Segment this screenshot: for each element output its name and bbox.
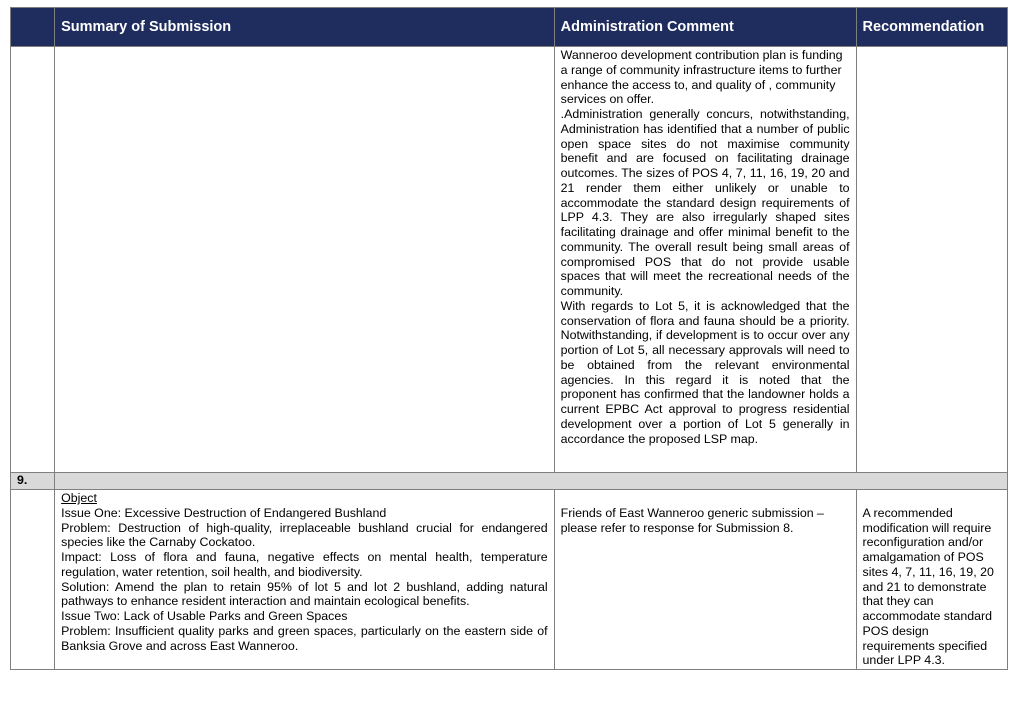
- number-cell: [11, 47, 55, 473]
- admin-comment-paragraph: Wanneroo development contribution plan is funding a range of community infrastructure items to further enhance the access to, and quality of , community services on offer.: [560, 48, 843, 107]
- submission-number-filler: [55, 473, 1008, 490]
- summary-cell: [55, 490, 555, 670]
- recommendation-text: A recommended modification will require reconfiguration and/or amalgamation of POS sites 4, 7, 11, 16, 19, 20 and 21 to demonstrate that they can accommodate standard POS design requirements specified under LPP 4.3.: [862, 505, 994, 668]
- summary-line: Issue Two: Lack of Usable Parks and Green Spaces: [61, 609, 348, 623]
- admin-comment-cell: [554, 47, 856, 473]
- table-header-row: [11, 8, 1008, 47]
- number-cell: [11, 490, 55, 670]
- header-recommendation: Recommendation: [856, 8, 1007, 47]
- summary-line: Impact: Loss of flora and fauna, negative effects on mental health, temperature regulation, water retention, soil health, and biodiversity.: [61, 550, 548, 579]
- admin-comment-text: Friends of East Wanneroo generic submission – please refer to response for Submission 8.: [560, 505, 824, 535]
- summary-line: Problem: Insufficient quality parks and green spaces, particularly on the eastern side of Banksia Grove and across East Wanneroo.: [61, 623, 548, 653]
- admin-comment-paragraph: .Administration generally concurs, notwithstanding, Administration has identified that a number of public open space sites do not maximise community benefit and are focused on facilitating drainage outcomes. The sizes of POS 4, 7, 11, 16, 19, 20 and 21 render them either unlikely or unable to accommodate the standard design requirements of LPP 4.3. They are also irregularly shaped sites facilitating drainage and offer minimal benefit to the community. The overall result being small areas of compromised POS that do not provide usable spaces that will meet the recreational needs of the community.: [560, 107, 850, 298]
- submission-number: 9.: [11, 473, 55, 490]
- header-number: [11, 8, 55, 47]
- admin-comment-paragraph: With regards to Lot 5, it is acknowledged that the conservation of flora and fauna should be a priority. Notwithstanding, if development is to occur over any portion of Lot 5, all necessary approvals will need to be obtained from the relevant environmental agencies. In this regard it is noted that the proponent has confirmed that the landowner holds a current EPBC Act approval to progress residential development over a portion of Lot 5 generally in accordance the proposed LSP map.: [560, 298, 850, 446]
- header-admin-comment: Administration Comment: [554, 8, 856, 47]
- table-row-continued: [11, 47, 1008, 473]
- submission-number-row: [11, 473, 1008, 490]
- summary-line: Problem: Destruction of high-quality, irreplaceable bushland crucial for endangered species like the Carnaby Cockatoo.: [61, 520, 548, 550]
- recommendation-cell: [856, 490, 1007, 670]
- table-row-submission-9: [11, 490, 1008, 670]
- summary-heading: Object: [61, 491, 97, 505]
- recommendation-cell: [856, 47, 1007, 473]
- admin-comment-cell: [554, 490, 856, 670]
- header-summary: Summary of Submission: [55, 8, 555, 47]
- summary-line: Issue One: Excessive Destruction of Endangered Bushland: [61, 505, 387, 520]
- submissions-table: [10, 7, 1008, 670]
- summary-cell: [55, 47, 555, 473]
- summary-line: Solution: Amend the plan to retain 95% of lot 5 and lot 2 bushland, adding natural pathways to enhance resident interaction and maintain ecological benefits.: [61, 579, 548, 609]
